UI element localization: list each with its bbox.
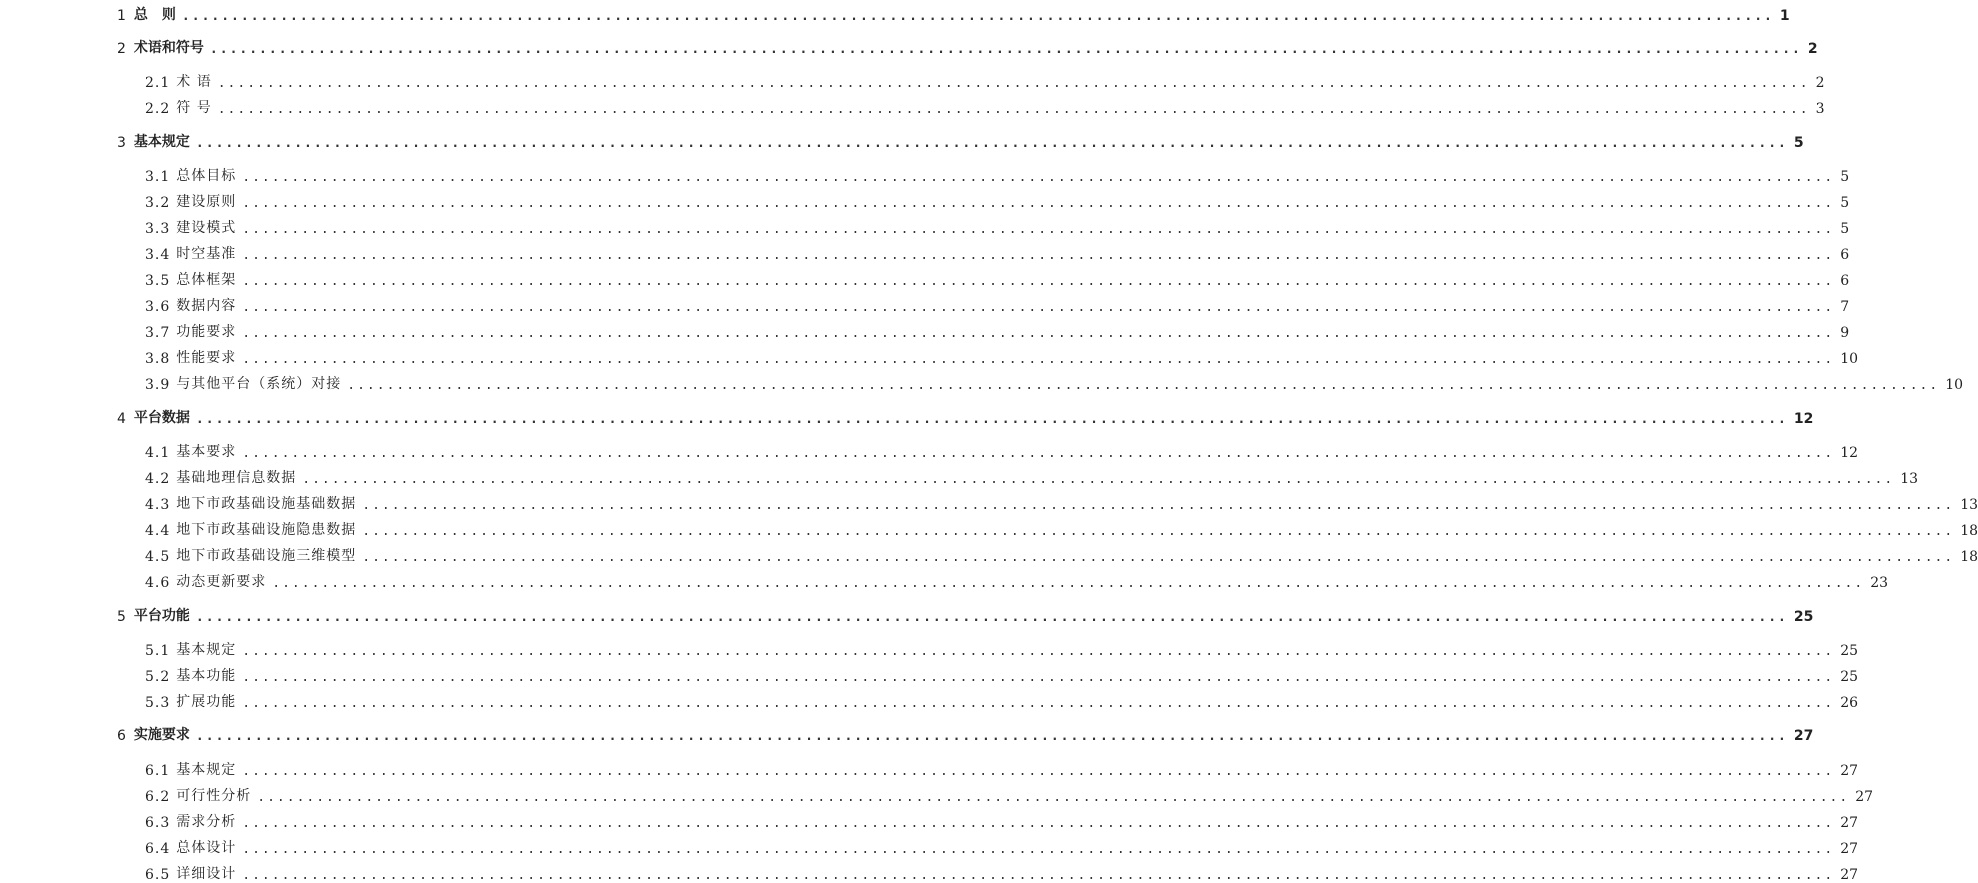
toc-number: 3 — [117, 135, 126, 151]
toc-entry[interactable] — [0, 689, 1859, 711]
toc-number: 4.4 — [145, 523, 171, 539]
toc-page: 27 — [1855, 789, 1874, 805]
toc-title: 基础地理信息数据 — [176, 470, 297, 486]
toc-entry[interactable] — [0, 189, 1850, 211]
toc-entry[interactable] — [0, 345, 1859, 367]
toc-page: 18 — [1960, 523, 1978, 539]
toc-title: 建设模式 — [176, 220, 237, 236]
toc-leader: .................................................................................................................................................................. — [195, 729, 1788, 744]
toc-number: 2.1 — [145, 75, 171, 91]
toc-page: 13 — [1960, 497, 1978, 513]
toc-title: 扩展功能 — [176, 694, 237, 710]
toc-leader: .................................................................................................................................................................. — [195, 412, 1788, 427]
toc-leader: .................................................................................................................................................................. — [347, 378, 1940, 393]
toc-number: 6.5 — [145, 867, 171, 883]
toc-number: 3.9 — [145, 377, 171, 393]
toc-number: 3.4 — [145, 247, 171, 263]
toc-title: 性能要求 — [176, 350, 237, 366]
toc-number: 6.4 — [145, 841, 171, 857]
toc-leader: .................................................................................................................................................................. — [242, 274, 1835, 289]
toc-title: 功能要求 — [176, 324, 237, 340]
toc-number: 4.3 — [145, 497, 171, 513]
toc-entry[interactable] — [0, 757, 1859, 779]
toc-leader: .................................................................................................................................................................. — [242, 300, 1835, 315]
toc-page: 7 — [1840, 299, 1850, 315]
toc-entry[interactable] — [0, 722, 1814, 744]
toc-title: 建设原则 — [176, 194, 237, 210]
toc-leader: .................................................................................................................................................................. — [242, 816, 1835, 831]
toc-number: 3.5 — [145, 273, 171, 289]
toc-page: 5 — [1793, 135, 1804, 151]
toc-number: 2.2 — [145, 101, 171, 117]
toc-entry[interactable] — [0, 293, 1850, 315]
toc-number: 6.3 — [145, 815, 171, 831]
toc-title: 地下市政基础设施隐患数据 — [176, 522, 357, 538]
toc-page: 5 — [1840, 169, 1850, 185]
toc-title: 术语和符号 — [133, 40, 204, 56]
toc-number: 5.2 — [145, 669, 171, 685]
toc-title: 总体设计 — [176, 840, 237, 856]
toc-page: 27 — [1840, 841, 1859, 857]
toc-leader: .................................................................................................................................................................. — [242, 868, 1835, 883]
toc-entry[interactable] — [0, 517, 1978, 539]
toc-entry[interactable] — [0, 543, 1978, 565]
toc-page: 6 — [1840, 247, 1850, 263]
toc-title: 基本功能 — [176, 668, 237, 684]
toc-number: 5 — [117, 609, 126, 625]
toc-leader: .................................................................................................................................................................. — [181, 9, 1774, 24]
toc-entry[interactable] — [0, 439, 1859, 461]
toc-entry[interactable] — [0, 319, 1850, 341]
toc-title: 动态更新要求 — [176, 574, 267, 590]
toc-entry[interactable] — [0, 569, 1889, 591]
toc-entry[interactable] — [0, 371, 1964, 393]
toc-leader: .................................................................................................................................................................. — [242, 842, 1835, 857]
toc-number: 3.8 — [145, 351, 171, 367]
toc-title: 总体目标 — [176, 168, 237, 184]
toc-page: 25 — [1793, 609, 1814, 625]
toc-entry[interactable] — [0, 215, 1850, 237]
toc-page: 25 — [1840, 643, 1859, 659]
toc-title: 基本规定 — [133, 134, 190, 150]
toc-number: 1 — [117, 8, 126, 24]
toc-page: 9 — [1840, 325, 1850, 341]
toc-title: 数据内容 — [176, 298, 237, 314]
toc-leader: .................................................................................................................................................................. — [217, 102, 1810, 117]
toc-entry[interactable] — [0, 861, 1859, 883]
toc-number: 6 — [117, 728, 126, 744]
toc-leader: .................................................................................................................................................................. — [195, 610, 1788, 625]
toc-number: 4.2 — [145, 471, 171, 487]
toc-entry[interactable] — [0, 809, 1859, 831]
toc-number: 6.2 — [145, 789, 171, 805]
toc-leader: .................................................................................................................................................................. — [209, 42, 1802, 57]
toc-number: 6.1 — [145, 763, 171, 779]
toc-title: 总体框架 — [176, 272, 237, 288]
toc-entry[interactable] — [0, 241, 1850, 263]
toc-entry[interactable] — [0, 95, 1825, 117]
toc-entry[interactable] — [0, 405, 1814, 427]
toc-number: 4.5 — [145, 549, 171, 565]
toc-page: 5 — [1840, 221, 1850, 237]
toc-title: 详细设计 — [176, 866, 237, 882]
toc-number: 5.1 — [145, 643, 171, 659]
toc-entry[interactable] — [0, 491, 1978, 513]
toc-number: 4.6 — [145, 575, 171, 591]
toc-leader: .................................................................................................................................................................. — [242, 326, 1835, 341]
toc-title: 时空基准 — [176, 246, 237, 262]
toc-leader: .................................................................................................................................................................. — [217, 76, 1810, 91]
toc-number: 2 — [117, 41, 126, 57]
toc-number: 4.1 — [145, 445, 171, 461]
toc-number: 5.3 — [145, 695, 171, 711]
toc-page: 12 — [1840, 445, 1859, 461]
toc-title: 实施要求 — [133, 727, 190, 743]
toc-page: 23 — [1870, 575, 1889, 591]
toc-number: 3.6 — [145, 299, 171, 315]
toc-leader: .................................................................................................................................................................. — [242, 670, 1835, 685]
toc-entry[interactable] — [0, 163, 1850, 185]
toc-page: 12 — [1793, 411, 1814, 427]
toc-page: 13 — [1900, 471, 1919, 487]
toc-leader: .................................................................................................................................................................. — [242, 170, 1835, 185]
toc-leader: .................................................................................................................................................................. — [242, 644, 1835, 659]
toc-page: 27 — [1793, 728, 1814, 744]
toc-number: 3.2 — [145, 195, 171, 211]
toc-entry[interactable] — [0, 35, 1818, 57]
toc-page: 26 — [1840, 695, 1859, 711]
toc-page: 27 — [1840, 815, 1859, 831]
toc-leader: .................................................................................................................................................................. — [242, 248, 1835, 263]
toc-entry[interactable] — [0, 465, 1919, 487]
toc-page: 6 — [1840, 273, 1850, 289]
toc-leader: .................................................................................................................................................................. — [242, 764, 1835, 779]
toc-title: 基本要求 — [176, 444, 237, 460]
toc-number: 3.3 — [145, 221, 171, 237]
toc-leader: .................................................................................................................................................................. — [242, 352, 1835, 367]
toc-page: 10 — [1840, 351, 1859, 367]
toc-title: 可行性分析 — [176, 788, 252, 804]
toc-leader: .................................................................................................................................................................. — [242, 696, 1835, 711]
toc-leader: .................................................................................................................................................................. — [242, 196, 1835, 211]
toc-leader: .................................................................................................................................................................. — [362, 498, 1955, 513]
toc-title: 基本规定 — [176, 762, 237, 778]
toc-entry[interactable] — [0, 267, 1850, 289]
toc-page: 2 — [1815, 75, 1825, 91]
toc-entry[interactable] — [0, 637, 1859, 659]
toc-page: 18 — [1960, 549, 1978, 565]
toc-entry[interactable] — [0, 603, 1814, 625]
toc-leader: .................................................................................................................................................................. — [195, 136, 1788, 151]
toc-title: 平台数据 — [133, 410, 190, 426]
toc-title: 符 号 — [176, 100, 212, 116]
toc-leader: .................................................................................................................................................................. — [362, 524, 1955, 539]
toc-entry[interactable] — [0, 69, 1825, 91]
toc-title: 平台功能 — [133, 608, 190, 624]
toc-entry[interactable] — [0, 835, 1859, 857]
toc-entry[interactable] — [0, 783, 1874, 805]
toc-page: 27 — [1840, 867, 1859, 883]
toc-page: 1 — [1779, 8, 1790, 24]
toc-page: 5 — [1840, 195, 1850, 211]
toc-entry[interactable] — [0, 129, 1804, 151]
toc-page: 27 — [1840, 763, 1859, 779]
toc-entry[interactable] — [0, 2, 1790, 24]
toc-page: 25 — [1840, 669, 1859, 685]
toc-page: 10 — [1945, 377, 1964, 393]
toc-leader: .................................................................................................................................................................. — [257, 790, 1850, 805]
toc-leader: .................................................................................................................................................................. — [272, 576, 1865, 591]
toc-leader: .................................................................................................................................................................. — [242, 222, 1835, 237]
toc-title: 需求分析 — [176, 814, 237, 830]
toc-leader: .................................................................................................................................................................. — [242, 446, 1835, 461]
toc-number: 3.1 — [145, 169, 171, 185]
toc-entry[interactable] — [0, 663, 1859, 685]
toc-number: 4 — [117, 411, 126, 427]
toc-title: 地下市政基础设施基础数据 — [176, 496, 357, 512]
toc-title: 术 语 — [176, 74, 212, 90]
toc-leader: .................................................................................................................................................................. — [362, 550, 1955, 565]
toc-title: 基本规定 — [176, 642, 237, 658]
toc-leader: .................................................................................................................................................................. — [302, 472, 1895, 487]
toc-page: 3 — [1815, 101, 1825, 117]
toc-number: 3.7 — [145, 325, 171, 341]
toc-title: 地下市政基础设施三维模型 — [176, 548, 357, 564]
toc-title: 与其他平台（系统）对接 — [176, 376, 342, 392]
toc-page: 2 — [1807, 41, 1818, 57]
toc-title: 总 则 — [133, 7, 176, 23]
